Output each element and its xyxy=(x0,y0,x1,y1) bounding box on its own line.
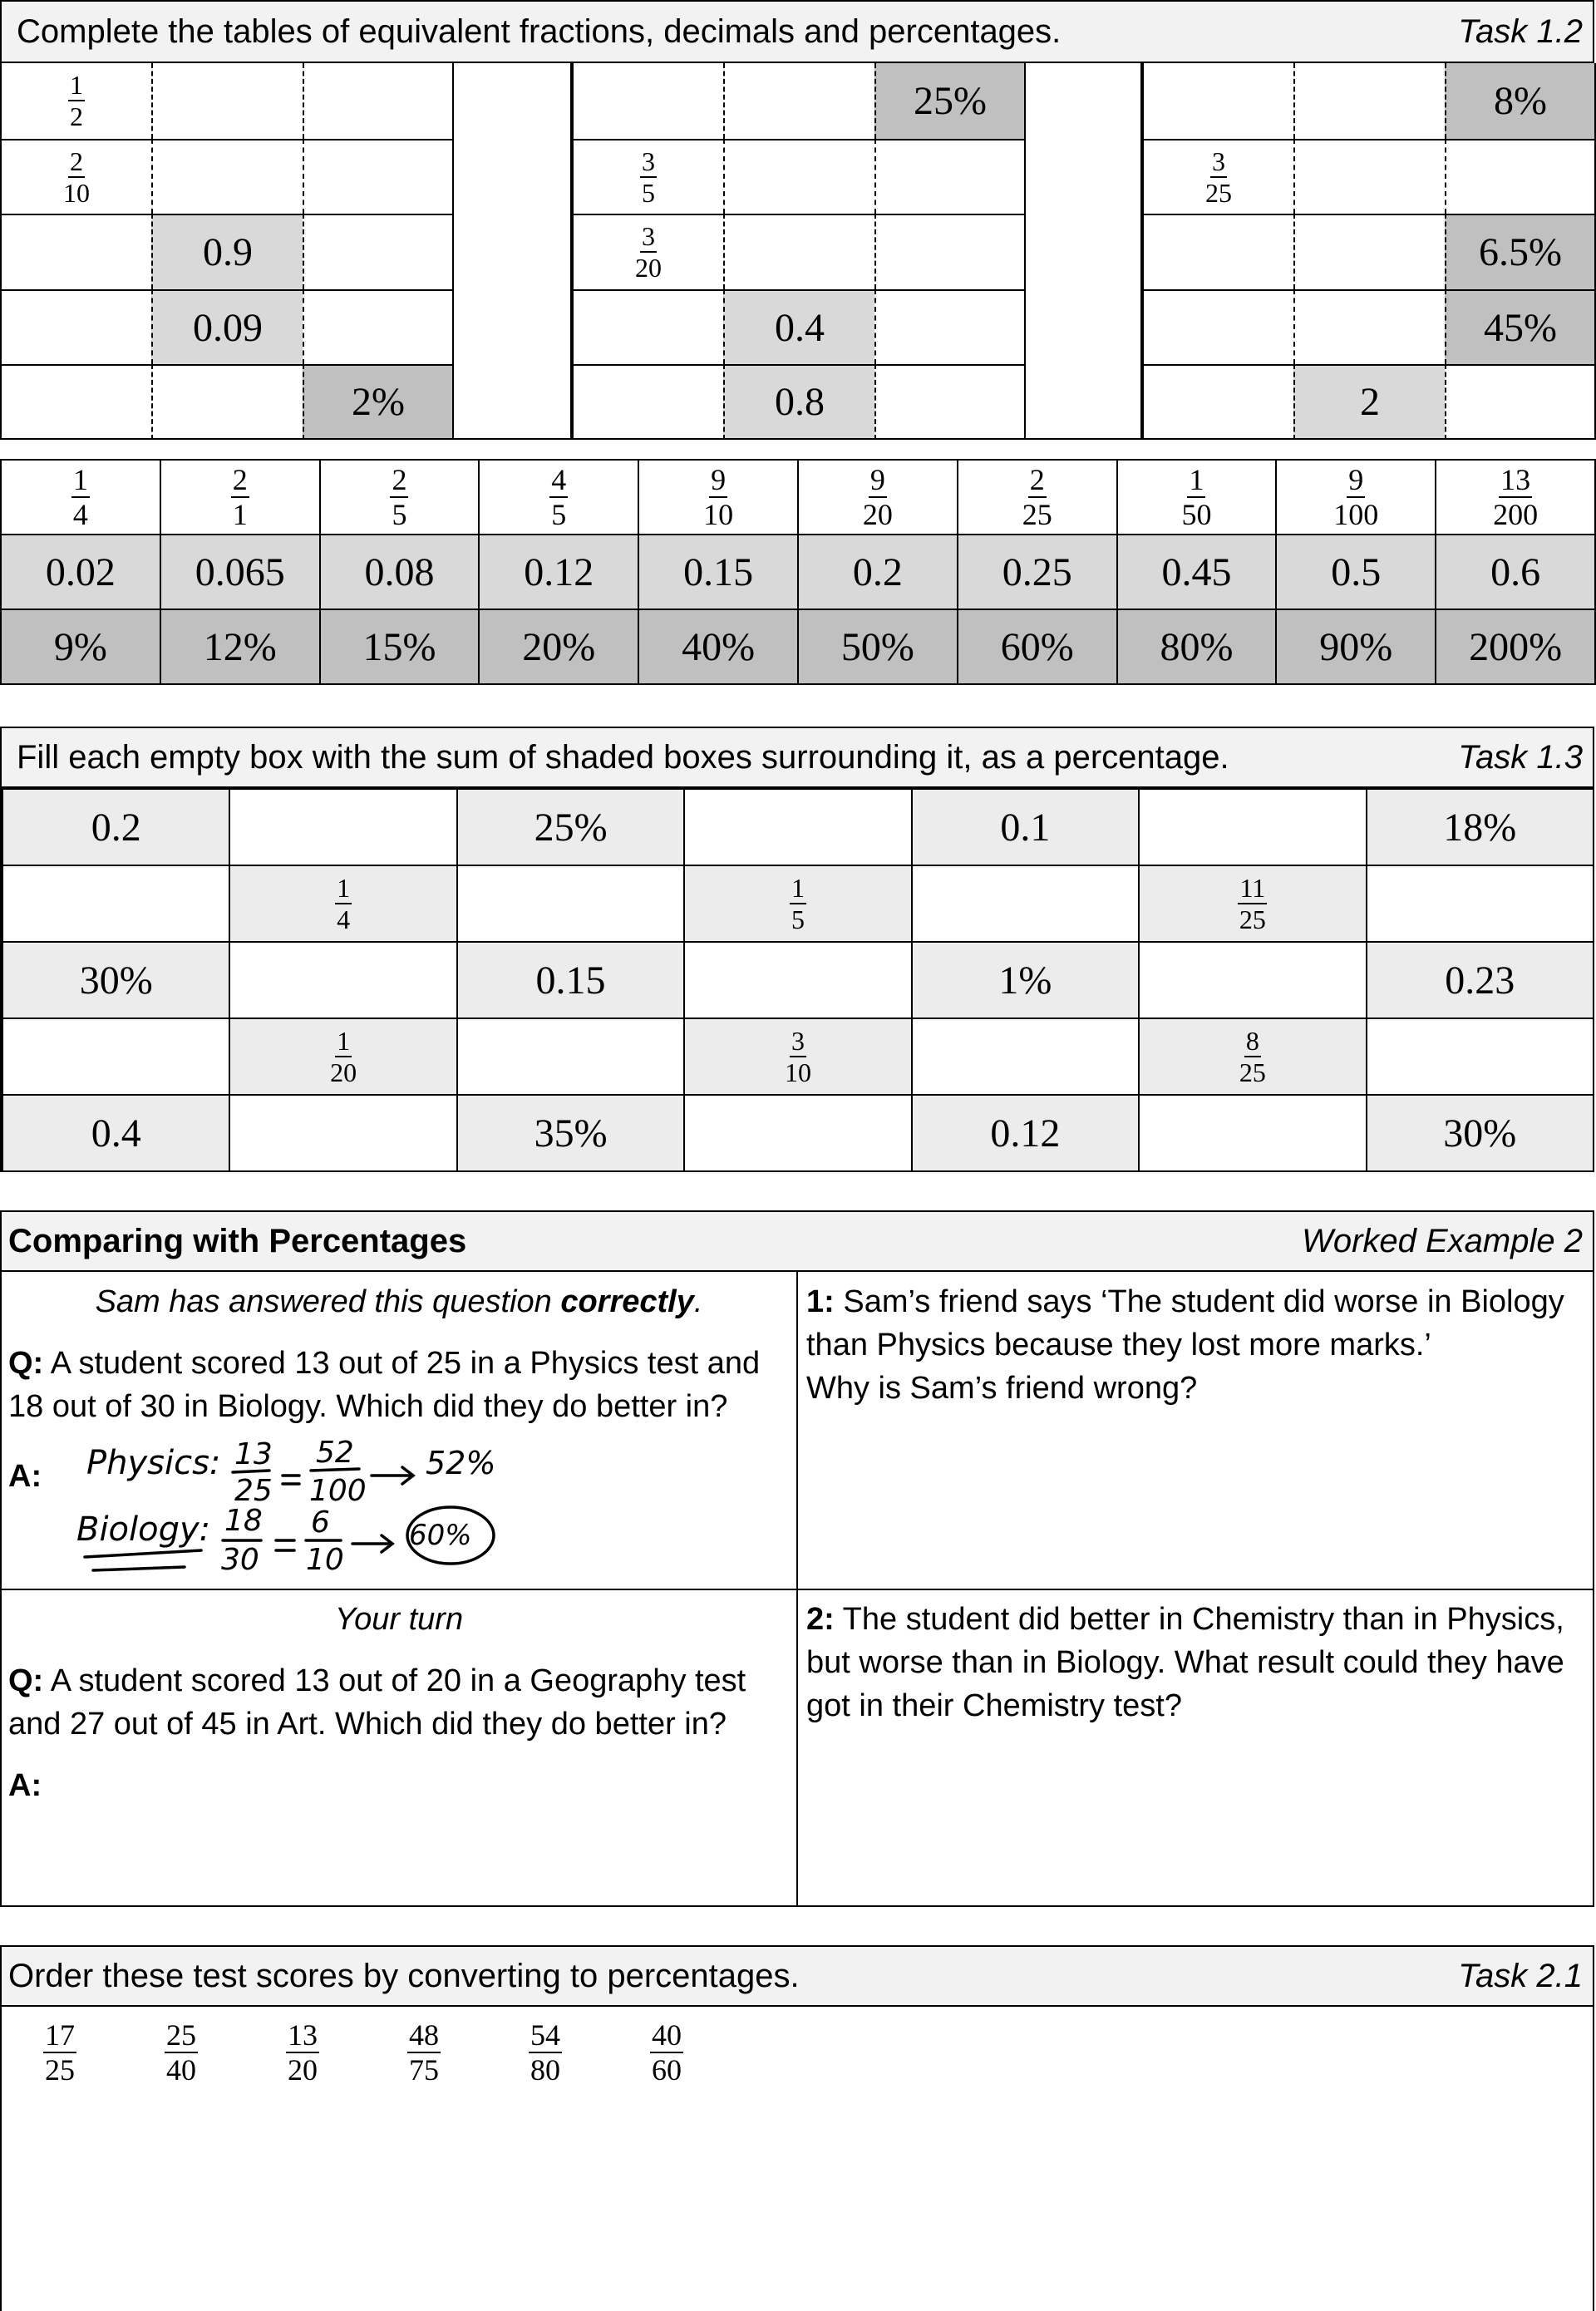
hand-equals-1 xyxy=(283,1476,299,1484)
numerator: 3 xyxy=(791,1026,805,1056)
answer-box[interactable] xyxy=(229,941,457,1019)
fraction xyxy=(702,465,735,530)
bank-cell: 0.45 xyxy=(1116,534,1278,610)
worked-intro xyxy=(2,1280,796,1323)
answer-box[interactable] xyxy=(1366,1018,1594,1096)
numerator: 17 xyxy=(45,2018,75,2052)
table-b-cell[interactable] xyxy=(723,63,874,139)
table-b-cell xyxy=(572,139,723,214)
bank-cell: 40% xyxy=(638,609,799,685)
answer-box[interactable] xyxy=(1138,1094,1367,1172)
table-b-cell xyxy=(572,214,723,289)
denominator: 10 xyxy=(63,177,90,208)
worked-example-label: Worked Example 2 xyxy=(1302,1222,1583,1259)
intro-bold: correctly xyxy=(560,1284,694,1319)
denominator: 5 xyxy=(551,498,567,531)
task-2-1-label: Task 2.1 xyxy=(1458,1957,1583,1994)
table-a-cell[interactable] xyxy=(151,364,303,440)
p2-text: The student did better in Chemistry than in Physics, but worse than in Biology. What result could they have got in their Chemistry test? xyxy=(806,1602,1564,1723)
bank-cell xyxy=(1116,459,1278,535)
hand-phys-den: 25 xyxy=(234,1474,273,1508)
question-1 xyxy=(8,1342,786,1428)
bank-cell xyxy=(160,459,321,535)
hand-bio-result: 60% xyxy=(409,1519,472,1552)
bank-cell: 0.02 xyxy=(0,534,161,610)
fraction xyxy=(328,1027,358,1086)
table-c-cell: 6.5% xyxy=(1445,214,1596,289)
numerator: 2 xyxy=(232,463,248,496)
shaded-box xyxy=(229,1018,457,1096)
table-a-cell xyxy=(0,63,151,139)
answer-box[interactable] xyxy=(229,788,457,866)
denominator: 25 xyxy=(45,2053,75,2087)
worked-example-header xyxy=(2,1212,1593,1272)
table-a-cell[interactable] xyxy=(0,214,151,289)
q-label: Q: xyxy=(8,1346,44,1381)
numerator: 11 xyxy=(1239,873,1266,903)
numerator: 1 xyxy=(1189,463,1204,496)
denominator: 25 xyxy=(1205,177,1232,208)
answer-box[interactable] xyxy=(456,865,685,943)
table-b-cell[interactable] xyxy=(874,214,1026,289)
denominator: 20 xyxy=(862,498,893,531)
hand-bio-num: 18 xyxy=(224,1504,263,1538)
shaded-box: 0.1 xyxy=(911,788,1140,866)
table-b-cell[interactable] xyxy=(572,289,723,365)
question-2 xyxy=(8,1659,786,1746)
answer-label: A: xyxy=(8,1459,42,1494)
table-c-cell[interactable] xyxy=(1293,63,1445,139)
table-b-cell: 25% xyxy=(874,63,1026,139)
table-b-cell[interactable] xyxy=(874,139,1026,214)
numerator: 1 xyxy=(70,70,83,101)
task-1-2-header xyxy=(0,0,1594,63)
shaded-box: 0.15 xyxy=(456,941,685,1019)
numerator: 9 xyxy=(711,463,727,496)
table-c-cell[interactable] xyxy=(1445,139,1596,214)
prompt-2 xyxy=(806,1598,1588,1727)
hand-underline-1 xyxy=(85,1550,201,1557)
denominator: 5 xyxy=(392,498,407,531)
score-item xyxy=(650,2020,683,2085)
table-a-cell[interactable] xyxy=(151,139,303,214)
table-a-cell: 2% xyxy=(303,364,454,440)
fraction xyxy=(633,223,663,281)
numerator: 25 xyxy=(166,2018,196,2052)
denominator: 50 xyxy=(1181,498,1212,531)
table-c-cell xyxy=(1142,139,1293,214)
denominator: 10 xyxy=(703,498,734,531)
shaded-box xyxy=(1138,865,1367,943)
fraction xyxy=(1180,465,1213,530)
q2-text: A student scored 13 out of 20 in a Geography test and 27 out of 45 in Art. Which did they do better in? xyxy=(8,1663,746,1742)
table-a-cell[interactable] xyxy=(303,63,454,139)
bank-cell: 15% xyxy=(319,609,480,685)
intro-text: Sam has answered this question xyxy=(95,1284,561,1319)
table-a-cell[interactable] xyxy=(151,63,303,139)
bank-cell xyxy=(638,459,799,535)
fraction xyxy=(549,465,568,530)
answer-2-label: A: xyxy=(8,1768,42,1803)
table-c-cell[interactable] xyxy=(1142,214,1293,289)
q2-label: Q: xyxy=(8,1663,44,1698)
table-a-cell[interactable] xyxy=(0,289,151,365)
fraction xyxy=(1204,145,1234,208)
denominator: 4 xyxy=(72,498,88,531)
fraction xyxy=(650,2020,683,2085)
fraction xyxy=(1238,875,1268,933)
table-b-cell: 0.4 xyxy=(723,289,874,365)
score-item xyxy=(286,2020,319,2085)
answer-box[interactable] xyxy=(1366,865,1594,943)
answer-box[interactable] xyxy=(456,1018,685,1096)
bank-cell: 200% xyxy=(1435,609,1596,685)
numerator: 1 xyxy=(337,873,351,903)
answer-box[interactable] xyxy=(683,941,912,1019)
denominator: 200 xyxy=(1493,498,1539,531)
hand-bio-den: 30 xyxy=(221,1543,259,1577)
numerator: 3 xyxy=(642,221,655,252)
bank-cell: 0.15 xyxy=(638,534,799,610)
hand-phys-num2: 52 xyxy=(316,1436,354,1470)
fraction xyxy=(790,875,806,933)
numerator: 40 xyxy=(652,2018,682,2052)
denominator: 100 xyxy=(1333,498,1379,531)
table-a-cell[interactable] xyxy=(303,214,454,289)
table-c-cell[interactable] xyxy=(1142,364,1293,440)
shaded-box: 0.2 xyxy=(2,788,230,866)
hand-arrow-1 xyxy=(372,1467,413,1484)
table-c-cell[interactable] xyxy=(1293,289,1445,365)
bank-cell: 12% xyxy=(160,609,321,685)
fraction xyxy=(1332,465,1380,530)
denominator: 20 xyxy=(635,253,662,283)
task-1-3-label: Task 1.3 xyxy=(1458,738,1583,776)
denominator: 20 xyxy=(330,1057,357,1087)
bank-cell: 50% xyxy=(797,609,958,685)
bank-cell xyxy=(319,459,480,535)
answer-box[interactable] xyxy=(911,1018,1140,1096)
denominator: 5 xyxy=(791,904,805,934)
intro-end: . xyxy=(693,1284,703,1319)
table-b-cell[interactable] xyxy=(723,214,874,289)
bank-cell xyxy=(1275,459,1436,535)
hand-physics-label: Physics: xyxy=(86,1444,221,1482)
prompt-1 xyxy=(806,1280,1588,1410)
shaded-box: 0.12 xyxy=(911,1094,1140,1172)
denominator: 5 xyxy=(642,177,655,208)
fraction xyxy=(861,465,894,530)
bank-cell: 9% xyxy=(0,609,161,685)
answer-box[interactable] xyxy=(1138,788,1367,866)
fraction xyxy=(43,2020,76,2085)
hand-phys-den2: 100 xyxy=(309,1474,367,1508)
numerator: 2 xyxy=(392,463,407,496)
denominator: 40 xyxy=(166,2053,196,2087)
task-2-1-title: Order these test scores by converting to percentages. xyxy=(8,1957,800,1994)
worked-example-section xyxy=(0,1210,1594,1907)
bank-cell: 80% xyxy=(1116,609,1278,685)
denominator: 25 xyxy=(1239,904,1266,934)
p1b-text: Why is Sam’s friend wrong? xyxy=(806,1371,1198,1406)
fraction xyxy=(529,2020,562,2085)
p1-text: Sam’s friend says ‘The student did worse in Biology than Physics because they lost more marks.’ xyxy=(806,1284,1564,1362)
hand-equals-2 xyxy=(276,1540,294,1550)
bank-cell: 0.065 xyxy=(160,534,321,610)
table-b-cell[interactable] xyxy=(874,289,1026,365)
bank-cell xyxy=(957,459,1118,535)
numerator: 9 xyxy=(869,463,885,496)
hand-arrow-2 xyxy=(352,1535,392,1552)
fraction xyxy=(286,2020,319,2085)
fraction xyxy=(68,71,85,130)
shaded-box: 35% xyxy=(456,1094,685,1172)
task-1-2-title: Complete the tables of equivalent fractions, decimals and percentages. xyxy=(17,12,1062,50)
table-b-cell[interactable] xyxy=(874,364,1026,440)
p1-label: 1: xyxy=(806,1284,835,1319)
bank-cell: 90% xyxy=(1275,609,1436,685)
bank-cell: 60% xyxy=(957,609,1118,685)
table-c-cell: 8% xyxy=(1445,63,1596,139)
task-1-3-title: Fill each empty box with the sum of shaded boxes surrounding it, as a percentage. xyxy=(17,738,1229,776)
shaded-box xyxy=(683,1018,912,1096)
score-item xyxy=(43,2020,76,2085)
fraction xyxy=(62,145,91,208)
table-gap xyxy=(1024,63,1142,440)
answer-box[interactable] xyxy=(229,1094,457,1172)
bank-cell: 0.08 xyxy=(319,534,480,610)
shaded-box xyxy=(1138,1018,1367,1096)
handwritten-working xyxy=(76,1432,542,1586)
numerator: 2 xyxy=(1029,463,1045,496)
shaded-box: 18% xyxy=(1366,788,1594,866)
bank-cell: 20% xyxy=(478,609,639,685)
numerator: 9 xyxy=(1348,463,1364,496)
table-a-cell xyxy=(0,139,151,214)
hand-phys-bar xyxy=(233,1471,269,1472)
denominator: 25 xyxy=(1239,1057,1266,1087)
bank-cell xyxy=(0,459,161,535)
horizontal-divider xyxy=(2,1589,1593,1590)
denominator: 2 xyxy=(70,101,83,132)
hand-bio-den2: 10 xyxy=(306,1543,344,1577)
table-gap xyxy=(452,63,572,440)
fraction xyxy=(1021,465,1054,530)
table-c-cell: 2 xyxy=(1293,364,1445,440)
numerator: 3 xyxy=(1212,145,1225,176)
table-a-cell: 0.9 xyxy=(151,214,303,289)
fraction xyxy=(783,1027,813,1086)
table-a-cell[interactable] xyxy=(303,139,454,214)
denominator: 20 xyxy=(288,2053,318,2087)
bank-cell: 0.25 xyxy=(957,534,1118,610)
fraction xyxy=(1491,465,1539,530)
worked-example-title: Comparing with Percentages xyxy=(8,1222,467,1259)
bank-cell xyxy=(797,459,958,535)
answer-box[interactable] xyxy=(2,865,230,943)
score-item xyxy=(529,2020,562,2085)
table-c-cell[interactable] xyxy=(1293,214,1445,289)
numerator: 13 xyxy=(1500,463,1531,496)
bank-cell: 0.6 xyxy=(1435,534,1596,610)
numerator: 4 xyxy=(551,463,567,496)
numerator: 3 xyxy=(642,145,655,176)
shaded-box: 0.23 xyxy=(1366,941,1594,1019)
answer-box[interactable] xyxy=(683,1094,912,1172)
fraction xyxy=(335,875,352,933)
shaded-box: 0.4 xyxy=(2,1094,230,1172)
q1-text: A student scored 13 out of 25 in a Physics test and 18 out of 30 in Biology. Which did they do better in? xyxy=(8,1346,761,1424)
numerator: 48 xyxy=(409,2018,439,2052)
shaded-box xyxy=(229,865,457,943)
shaded-box: 1% xyxy=(911,941,1140,1019)
numerator: 1 xyxy=(72,463,88,496)
table-c-cell[interactable] xyxy=(1142,289,1293,365)
denominator: 60 xyxy=(652,2053,682,2087)
table-c-cell: 45% xyxy=(1445,289,1596,365)
answer-box[interactable] xyxy=(2,1018,230,1096)
numerator: 2 xyxy=(70,145,83,176)
numerator: 1 xyxy=(337,1026,351,1056)
answer-box[interactable] xyxy=(911,865,1140,943)
table-c-cell[interactable] xyxy=(1142,63,1293,139)
table-a-cell[interactable] xyxy=(0,364,151,440)
numerator: 54 xyxy=(530,2018,560,2052)
table-b-cell[interactable] xyxy=(572,364,723,440)
task-1-3-header xyxy=(2,728,1593,788)
p2-label: 2: xyxy=(806,1602,835,1637)
hand-biology-label: Biology: xyxy=(76,1510,211,1549)
denominator: 1 xyxy=(232,498,248,531)
shaded-box: 30% xyxy=(2,941,230,1019)
bank-cell: 0.5 xyxy=(1275,534,1436,610)
fraction xyxy=(390,465,408,530)
table-b-cell: 0.8 xyxy=(723,364,874,440)
denominator: 10 xyxy=(784,1057,811,1087)
table-a-cell: 0.09 xyxy=(151,289,303,365)
task-1-3-section xyxy=(0,727,1594,1172)
shaded-box: 30% xyxy=(1366,1094,1594,1172)
task-1-2-label: Task 1.2 xyxy=(1458,12,1583,50)
denominator: 80 xyxy=(530,2053,560,2087)
bank-cell: 0.2 xyxy=(797,534,958,610)
numerator: 13 xyxy=(288,2018,318,2052)
score-item xyxy=(165,2020,198,2085)
answer-box[interactable] xyxy=(683,788,912,866)
fraction xyxy=(165,2020,198,2085)
fraction xyxy=(231,465,249,530)
task-2-1-header xyxy=(2,1947,1593,2007)
hand-bio-num2: 6 xyxy=(311,1505,330,1540)
denominator: 4 xyxy=(337,904,351,934)
shaded-box: 25% xyxy=(456,788,685,866)
numerator: 1 xyxy=(791,873,805,903)
hand-phys-bar2 xyxy=(311,1469,359,1471)
denominator: 25 xyxy=(1022,498,1052,531)
your-turn-label: Your turn xyxy=(334,1602,464,1637)
bank-cell: 0.12 xyxy=(478,534,639,610)
score-item xyxy=(407,2020,441,2085)
fraction xyxy=(71,465,90,530)
table-c-cell[interactable] xyxy=(1445,364,1596,440)
table-a-cell[interactable] xyxy=(303,289,454,365)
fraction xyxy=(640,145,657,208)
answer-box[interactable] xyxy=(1138,941,1367,1019)
table-c-cell[interactable] xyxy=(1293,139,1445,214)
table-b-cell[interactable] xyxy=(723,139,874,214)
fraction xyxy=(1238,1027,1268,1086)
fraction xyxy=(407,2020,441,2085)
task-1-2-section xyxy=(0,0,1594,669)
numerator: 8 xyxy=(1245,1026,1259,1056)
shaded-box xyxy=(683,865,912,943)
hand-phys-result: 52% xyxy=(426,1445,496,1481)
table-b-cell[interactable] xyxy=(572,63,723,139)
hand-phys-num: 13 xyxy=(234,1437,273,1471)
bank-cell xyxy=(1435,459,1596,535)
bank-cell xyxy=(478,459,639,535)
denominator: 75 xyxy=(409,2053,439,2087)
task-2-1-section xyxy=(0,1945,1594,2311)
hand-underline-2 xyxy=(93,1567,185,1570)
